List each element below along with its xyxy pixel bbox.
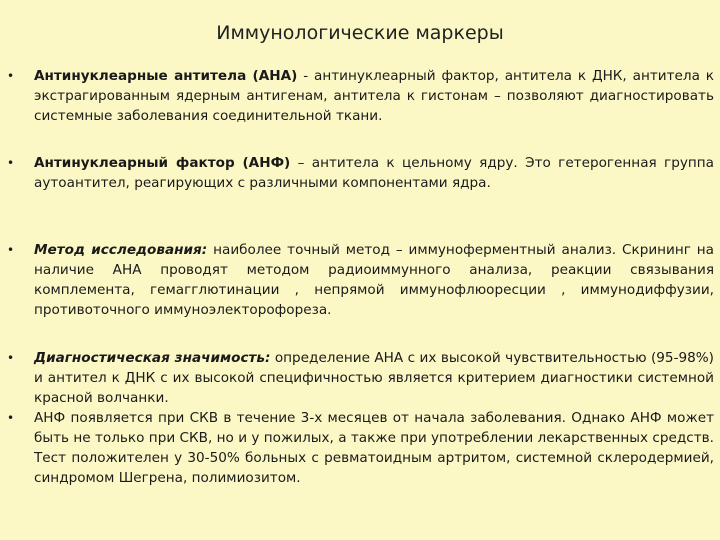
bullet-text: наиболее точный метод – иммуноферментный анализ. Скрининг на наличие АНА проводят методом радиоиммунного анализа, реакции связывания комплемента, гемагглютинации , непрямой иммунофлюоресции , иммунодиффузии, противоточного иммуноэлекторофореза.: [34, 242, 715, 318]
slide-title: Иммунологические маркеры: [216, 22, 504, 44]
bullet-text: – антитела к цельному ядру. Это гетерогенная группа аутоантител, реагирующих с различными компонентами ядра.: [34, 155, 714, 191]
bullet-lead: Антинуклеарный фактор (АНФ): [34, 155, 291, 171]
bullet-lead: Диагностическая значимость:: [34, 350, 271, 366]
bullet-lead: Антинуклеарные антитела (АНА): [34, 68, 298, 84]
bullet-lead: Метод исследования:: [34, 242, 208, 258]
bullet-item-method: [7, 240, 715, 320]
bullet-dot-icon: •: [7, 243, 15, 257]
bullet-dot-icon: •: [7, 411, 15, 425]
bullet-text: - антинуклеарный фактор, антитела к ДНК, антитела к экстрагированным ядерным антигенам, антитела к гистонам – позволяют диагностировать системные заболевания соединительной ткани.: [34, 68, 714, 124]
bullet-item-significance: [7, 348, 714, 408]
bullet-dot-icon: •: [7, 156, 15, 170]
bullet-text: определение АНА с их высокой чувствительностью (95-98%) и антител к ДНК с их высокой специфичностью является критерием диагностики системной красной волчанки.: [34, 350, 714, 406]
bullet-text: АНФ появляется при СКВ в течение 3-х месяцев от начала заболевания. Однако АНФ может быть не только при СКВ, но и у пожилых, а также при употреблении лекарственных средств. Тест положителен у 30-50% больных с ревматоидным артритом, системной склеродермией, синдромом Шегрена, полимиозитом.: [34, 410, 714, 486]
bullet-dot-icon: •: [7, 351, 15, 365]
bullet-item-anf: [7, 153, 714, 193]
bullet-item-anf-sle: [7, 408, 714, 488]
bullet-dot-icon: •: [7, 69, 15, 83]
bullet-item-ana: [7, 66, 714, 126]
